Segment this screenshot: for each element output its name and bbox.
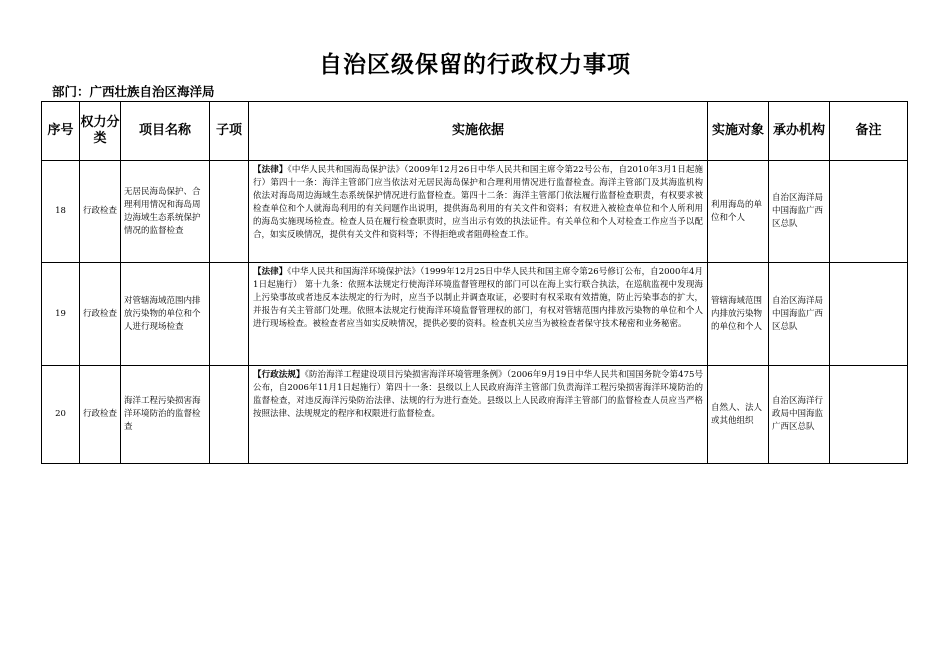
power-items-table (41, 101, 908, 464)
cell-category: 行政检查 (80, 161, 121, 263)
cell-seq: 19 (42, 263, 80, 366)
cell-target: 利用海岛的单位和个人 (708, 161, 769, 263)
cell-basis (249, 263, 708, 366)
cell-seq: 20 (42, 366, 80, 464)
header-agency: 承办机构 (769, 102, 830, 161)
header-sub-item: 子项 (210, 102, 249, 161)
cell-basis (249, 366, 708, 464)
cell-sub-item (210, 366, 249, 464)
cell-item-name: 对管辖海域范围内排放污染物的单位和个人进行现场检查 (121, 263, 210, 366)
cell-item-name: 海洋工程污染损害海洋环境防治的监督检查 (121, 366, 210, 464)
header-row (42, 102, 908, 161)
cell-item-name: 无居民海岛保护、合理利用情况和海岛周边海域生态系统保护情况的监督检查 (121, 161, 210, 263)
header-item-name: 项目名称 (121, 102, 210, 161)
cell-target: 自然人、法人或其他组织 (708, 366, 769, 464)
cell-sub-item (210, 161, 249, 263)
cell-sub-item (210, 263, 249, 366)
basis-lead: 【法律】 (253, 267, 288, 277)
cell-basis (249, 161, 708, 263)
table-row (42, 366, 908, 464)
cell-category: 行政检查 (80, 263, 121, 366)
basis-text: 《防治海洋工程建设项目污染损害海洋环境管理条例》（2006年9月19日中华人民共和国国务院令第475号公布，自2006年11月1日起施行）第四十一条：县级以上人民政府海洋主管部门负责海洋工程污染损害海洋环境防治的监督检查，对违反海洋污染防治法律、法规的行为进行查处。县级以上人民政府海洋主管部门的监督检查人员应当严格按照法律、法规规定的程序和权限进行监督检查。 (253, 370, 703, 419)
cell-target: 管辖海域范围内排放污染物的单位和个人 (708, 263, 769, 366)
basis-lead: 【法律】 (253, 165, 288, 175)
cell-remarks (830, 263, 908, 366)
basis-text: 《中华人民共和国海岛保护法》（2009年12月26日中华人民共和国主席令第22号公布，自2010年3月1日起施行）第四十一条：海洋主管部门应当依法对无居民海岛保护和合理利用情况进行监督检查。海洋主管部门及其海监机构依法对海岛周边海域生态系统保护情况进行监督检查。第四十二条：海洋主管部门依法履行监督检查职责，有权要求被检查单位和个人就海岛利用的有关问题作出说明，提供海岛利用的有关文件和资料；有权进入被检查单位和个人所利用的海岛实施现场检查。检查人员在履行检查职责时，应当出示有效的执法证件。有关单位和个人对检查工作应当予以配合，如实反映情况，提供有关文件和资料等；不得拒绝或者阻碍检查工作。 (253, 165, 703, 240)
header-remarks: 备注 (830, 102, 908, 161)
table-row (42, 263, 908, 366)
basis-text: 《中华人民共和国海洋环境保护法》（1999年12月25日中华人民共和国主席令第26号修订公布，自2000年4月1日起施行） 第十九条：依照本法规定行使海洋环境监督管理权的部门可以在海上实行联合执法，在巡航监视中发现海上污染事故或者违反本法规定的行为时，应当予以制止并调查取证，必要时有权采取有效措施，防止污染事态的扩大，并报告有关主管部门处理。依照本法规定行使海洋环境监督管理权的部门，有权对管辖范围内排放污染物的单位和个人进行现场检查。被检查者应当如实反映情况，提供必要的资料。检查机关应当为被检查者保守技术秘密和业务秘密。 (253, 267, 703, 329)
cell-remarks (830, 161, 908, 263)
cell-agency: 自治区海洋行政局中国海监广西区总队 (769, 366, 830, 464)
header-category: 权力分类 (80, 102, 121, 161)
header-target: 实施对象 (708, 102, 769, 161)
page-title: 自治区级保留的行政权力事项 (319, 52, 631, 78)
cell-category: 行政检查 (80, 366, 121, 464)
header-basis: 实施依据 (249, 102, 708, 161)
basis-lead: 【行政法规】 (253, 370, 305, 380)
department-label: 部门：广西壮族自治区海洋局 (52, 84, 215, 99)
cell-agency: 自治区海洋局中国海监广西区总队 (769, 161, 830, 263)
header-seq: 序号 (42, 102, 80, 161)
cell-agency: 自治区海洋局中国海监广西区总队 (769, 263, 830, 366)
cell-remarks (830, 366, 908, 464)
cell-seq: 18 (42, 161, 80, 263)
table-row (42, 161, 908, 263)
